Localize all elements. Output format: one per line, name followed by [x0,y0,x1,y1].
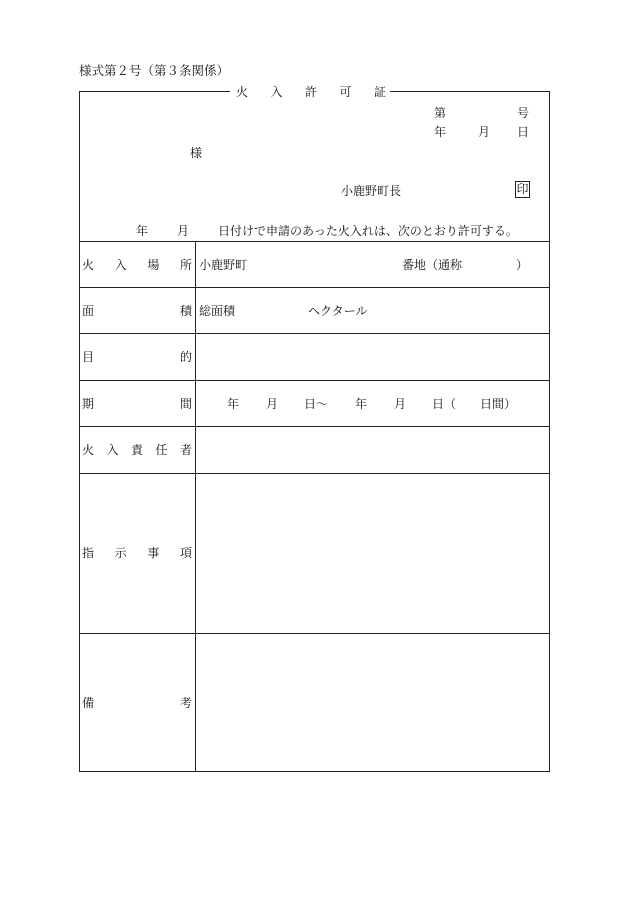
label-char: 任 [155,443,168,457]
label-responsible [82,443,192,457]
period-tsuki2: 月 [394,397,407,411]
permit-title [236,85,386,99]
period-nen2: 年 [355,397,368,411]
row-divider [79,287,550,288]
label-area [82,304,192,318]
label-remarks [82,696,192,710]
addressee-suffix: 様 [190,146,203,160]
date-hi: 日 [517,125,530,139]
row-divider [79,380,550,381]
title-char: 可 [339,85,352,99]
label-purpose [82,350,192,364]
label-char: 入 [114,258,127,272]
title-char: 許 [304,85,317,99]
label-instructions [82,546,192,560]
location-close-paren: ） [516,258,529,272]
label-location [82,258,192,272]
title-char: 火 [236,85,249,99]
number-go: 号 [517,106,530,120]
period-days: 日間） [480,397,517,411]
title-char: 証 [373,85,386,99]
area-unit: ヘクタール [308,304,368,318]
label-char: 入 [106,443,119,457]
row-divider [79,473,550,474]
period-tsuki1: 月 [266,397,279,411]
title-char: 入 [270,85,283,99]
label-char: 示 [114,546,127,560]
label-char: 目 [82,350,95,364]
label-char: 的 [179,350,192,364]
period-hi1: 日〜 [304,397,329,411]
label-char: 事 [147,546,160,560]
label-char: 期 [82,397,95,411]
area-total-label: 総面積 [199,304,236,318]
label-char: 責 [130,443,143,457]
label-char: 面 [82,304,95,318]
row-divider [79,426,550,427]
location-town: 小鹿野町 [199,258,248,272]
permit-form [79,91,550,772]
number-dai: 第 [434,106,447,120]
issuer: 小鹿野町長 [341,184,402,198]
label-char: 積 [179,304,192,318]
row-divider [79,241,550,242]
location-banchi: 番地（通称 [402,258,463,272]
form-number: 様式第２号（第３条関係） [79,63,230,78]
seal-box: 印 [516,182,529,196]
column-divider [195,241,196,772]
date-tsuki: 月 [478,125,491,139]
period-hi2: 日（ [432,397,457,411]
label-char: 間 [179,397,192,411]
statement-tsuki: 月 [177,224,190,238]
label-char: 火 [82,443,95,457]
label-period [82,397,192,411]
label-char: 者 [179,443,192,457]
label-char: 備 [82,696,95,710]
statement-text: 日付けで申請のあった火入れは、次のとおり許可する。 [218,224,518,238]
label-char: 項 [179,546,192,560]
period-nen1: 年 [227,397,240,411]
label-char: 所 [179,258,192,272]
label-char: 考 [179,696,192,710]
statement-nen: 年 [136,224,149,238]
row-divider [79,633,550,634]
label-char: 指 [82,546,95,560]
date-nen: 年 [434,125,447,139]
label-char: 火 [82,258,95,272]
row-divider [79,333,550,334]
label-char: 場 [147,258,160,272]
